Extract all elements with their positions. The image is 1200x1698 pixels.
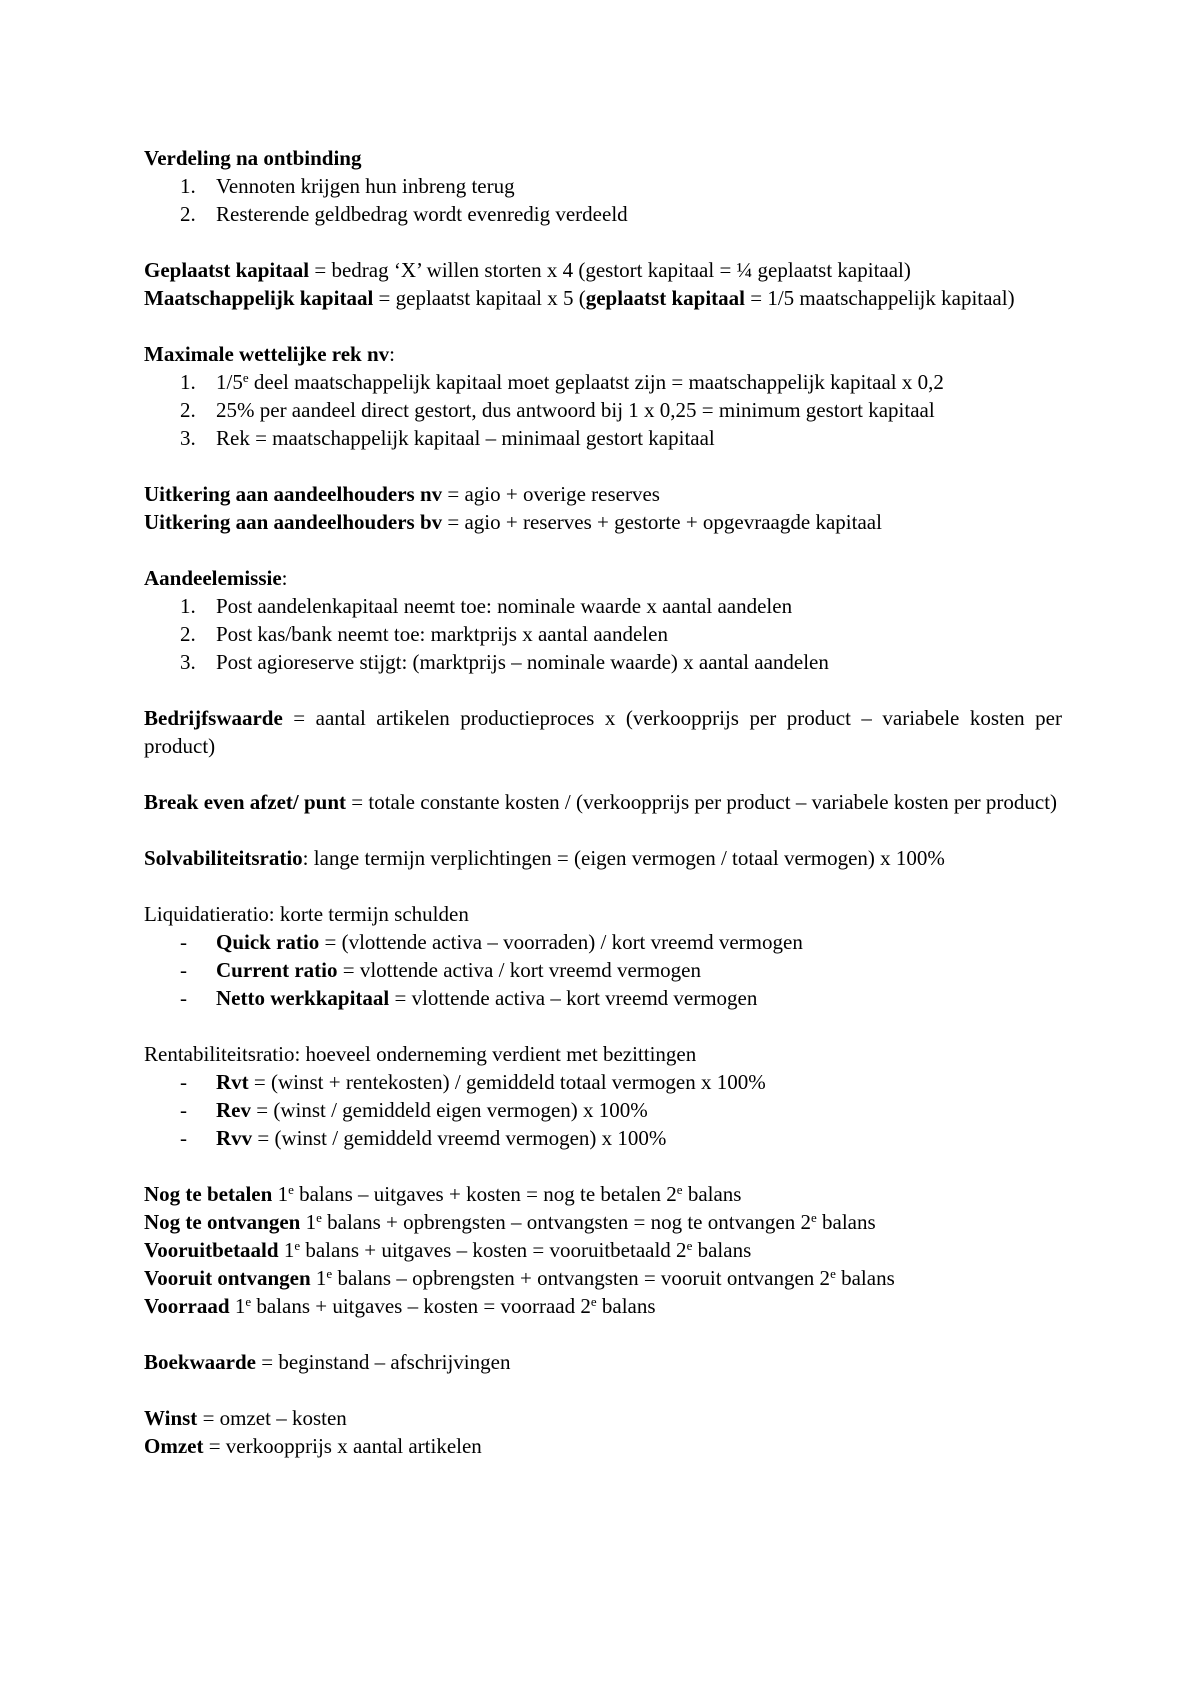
list-item: 1. Vennoten krijgen hun inbreng terug [180,174,515,198]
def-nog-te-betalen: Nog te betalen 1e balans – uitgaves + kosten = nog te betalen 2e balans [144,1182,742,1206]
heading-liquidatieratio: Liquidatieratio: korte termijn schulden [144,902,469,926]
def-bedrijfswaarde: Bedrijfswaarde = aantal artikelen productieproces x (verkoopprijs per product – variabele kosten per product) [144,706,1062,758]
def-break-even: Break even afzet/ punt = totale constante kosten / (verkoopprijs per product – variabele kosten per product) [144,790,1058,814]
numbered-list-verdeling [144,172,1062,228]
def-omzet: Omzet = verkoopprijs x aantal artikelen [144,1434,482,1458]
list-item: 3. Post agioreserve stijgt: (marktprijs – nominale waarde) x aantal aandelen [180,650,829,674]
list-item: - Rev = (winst / gemiddeld eigen vermogen) x 100% [180,1098,648,1122]
def-nog-te-ontvangen: Nog te ontvangen 1e balans + opbrengsten – ontvangsten = nog te ontvangen 2e balans [144,1210,876,1234]
list-item: 2. 25% per aandeel direct gestort, dus antwoord bij 1 x 0,25 = minimum gestort kapitaal [180,398,935,422]
def-voorraad: Voorraad 1e balans + uitgaves – kosten = voorraad 2e balans [144,1294,656,1318]
def-uitkering-bv: Uitkering aan aandeelhouders bv = agio + reserves + gestorte + opgevraagde kapitaal [144,510,882,534]
def-solvabiliteitsratio: Solvabiliteitsratio: lange termijn verplichtingen = (eigen vermogen / totaal vermogen) x 100% [144,846,945,870]
list-item: - Netto werkkapitaal = vlottende activa – kort vreemd vermogen [180,986,758,1010]
def-uitkering-nv: Uitkering aan aandeelhouders nv = agio + overige reserves [144,482,660,506]
heading-maximale-rek: Maximale wettelijke rek nv: [144,342,395,366]
numbered-list-aandeelemissie [144,592,1062,676]
def-geplaatst-kapitaal: Geplaatst kapitaal = bedrag ‘X’ willen storten x 4 (gestort kapitaal = ¼ geplaatst kapitaal) [144,258,911,282]
def-vooruitbetaald: Vooruitbetaald 1e balans + uitgaves – kosten = vooruitbetaald 2e balans [144,1238,752,1262]
list-item: - Quick ratio = (vlottende activa – voorraden) / kort vreemd vermogen [180,930,803,954]
list-item: 1. 1/5e deel maatschappelijk kapitaal moet geplaatst zijn = maatschappelijk kapitaal x 0,2 [180,370,944,394]
def-boekwaarde: Boekwaarde = beginstand – afschrijvingen [144,1350,511,1374]
def-maatschappelijk-kapitaal: Maatschappelijk kapitaal = geplaatst kapitaal x 5 (geplaatst kapitaal = 1/5 maatschappelijk kapitaal) [144,286,1015,310]
def-winst: Winst = omzet – kosten [144,1406,347,1430]
heading-verdeling: Verdeling na ontbinding [144,146,362,170]
list-item: - Rvv = (winst / gemiddeld vreemd vermogen) x 100% [180,1126,667,1150]
list-item: 3. Rek = maatschappelijk kapitaal – minimaal gestort kapitaal [180,426,715,450]
document-body [144,144,1062,1460]
list-item: 2. Post kas/bank neemt toe: marktprijs x aantal aandelen [180,622,668,646]
def-vooruit-ontvangen: Vooruit ontvangen 1e balans – opbrengsten + ontvangsten = vooruit ontvangen 2e balans [144,1266,895,1290]
dash-list-rentabiliteit [144,1068,1062,1152]
list-item: 2. Resterende geldbedrag wordt evenredig verdeeld [180,202,628,226]
list-item: - Rvt = (winst + rentekosten) / gemiddeld totaal vermogen x 100% [180,1070,766,1094]
heading-aandeelemissie: Aandeelemissie: [144,566,288,590]
numbered-list-rek [144,368,1062,452]
list-item: 1. Post aandelenkapitaal neemt toe: nominale waarde x aantal aandelen [180,594,793,618]
heading-rentabiliteitsratio: Rentabiliteitsratio: hoeveel onderneming verdient met bezittingen [144,1042,697,1066]
dash-list-liquidatie [144,928,1062,1012]
list-item: - Current ratio = vlottende activa / kort vreemd vermogen [180,958,701,982]
